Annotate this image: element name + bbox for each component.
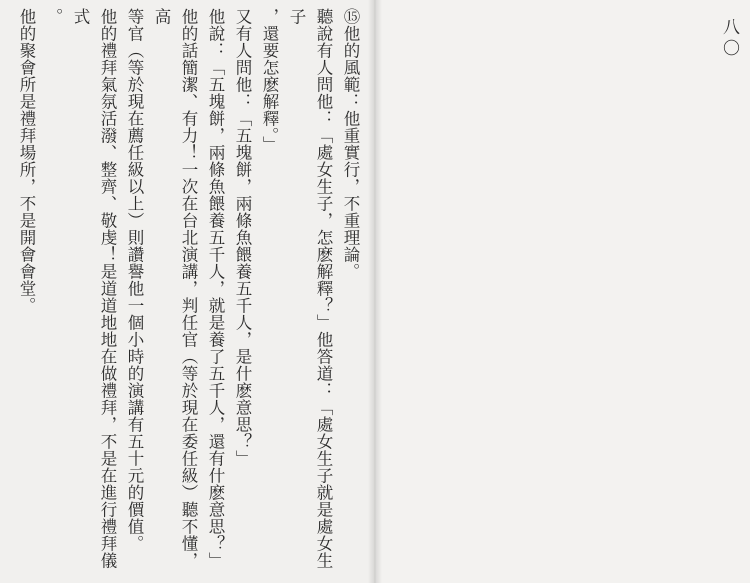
text-column: 他的話簡潔、有力！一次在台北演講，判任官（等於現在委任級）聽不懂，高: [152, 8, 198, 569]
page-number: 八〇: [719, 18, 739, 60]
left-page-text: [12, 8, 364, 578]
right-page: [375, 0, 750, 583]
text-column: 等官（等於現在薦任級以上）則讚譽他一個小時的演講有五十元的價值。: [125, 8, 144, 552]
text-column: 他說：「五塊餅，兩條魚餵養五千人，就是養了五千人，還有什麽意思？」: [206, 8, 225, 569]
text-column: 。: [44, 8, 63, 25]
text-column: 又有人問他：「五塊餅，兩條魚餵養五千人，是什麽意思？」: [233, 8, 252, 467]
text-column: ，還要怎麽解釋。」: [260, 8, 279, 153]
text-column: ⑮他的風範：他重實行，不重理論。: [341, 8, 360, 280]
text-column: [12, 8, 13, 578]
text-column: 聽說有人問他：「處女生子，怎麽解釋？」他答道：「處女生子就是處女生子: [287, 8, 333, 569]
text-column: 他的禮拜氣氛活潑、整齊、敬虔！是道道地地在做禮拜，不是在進行禮拜儀式: [71, 8, 117, 569]
book-gutter: [368, 0, 382, 583]
text-column: 他的聚會所是禮拜場所，不是開會會堂。: [17, 8, 36, 314]
